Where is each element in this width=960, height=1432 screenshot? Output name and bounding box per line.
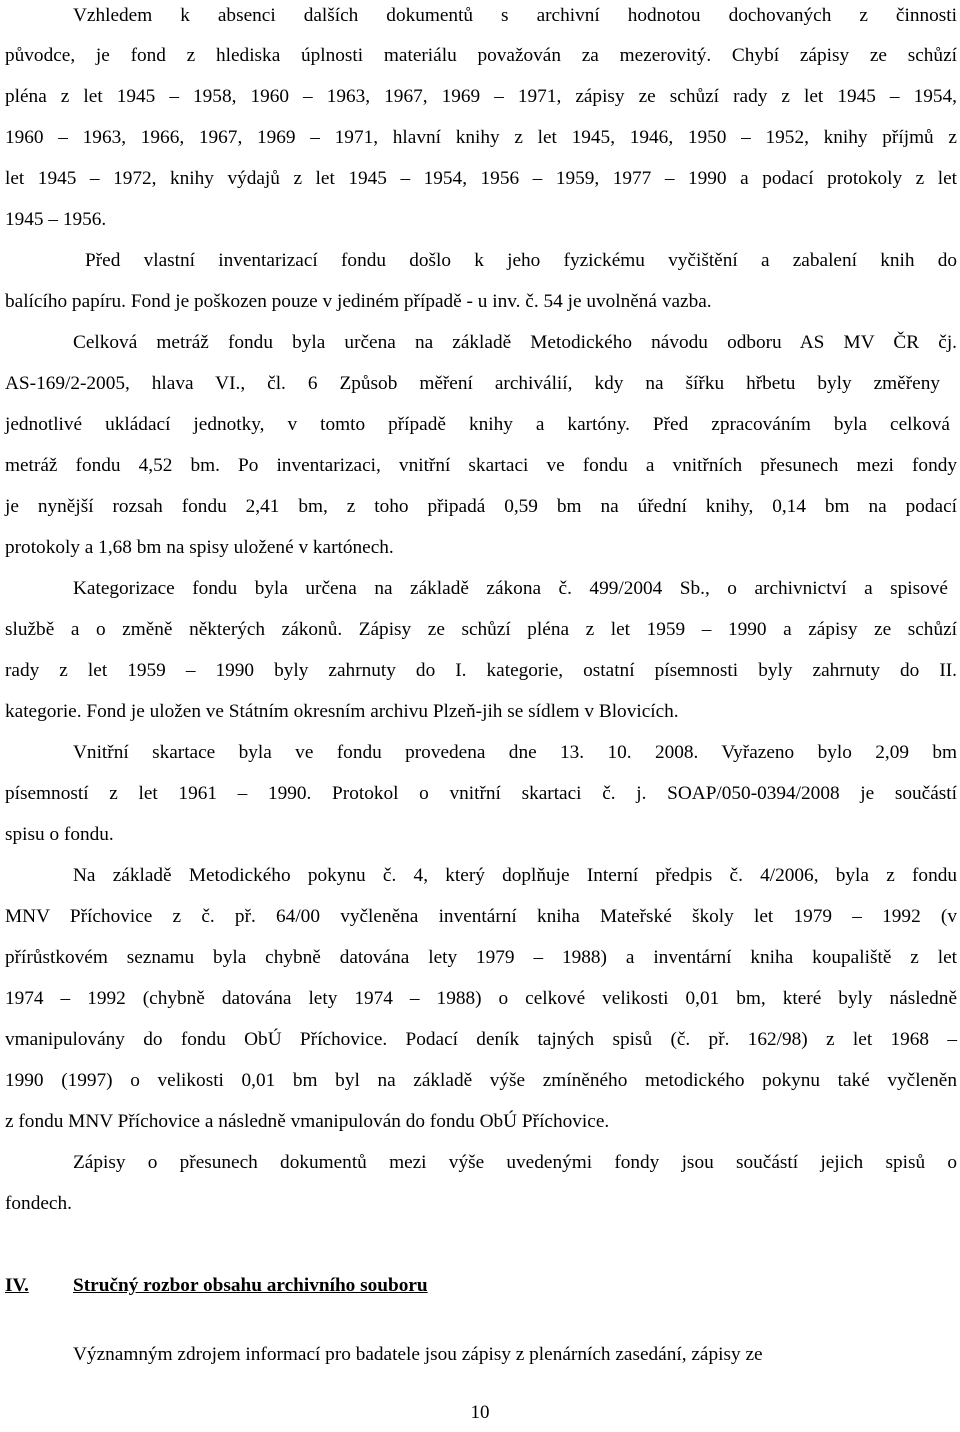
text-line: Na základě Metodického pokynu č. 4, který doplňuje Interní předpis č. 4/2006, byla z fondu xyxy=(73,865,957,886)
text-line: kategorie. Fond je uložen ve Státním okresním archivu Plzeň-jih se sídlem v Blovicích. xyxy=(5,701,679,722)
text-line: AS-169/2-2005, hlava VI., čl. 6 Způsob měření archiválií, kdy na šířku hřbetu byly změřeny xyxy=(5,373,940,394)
text-line: je nynější rozsah fondu 2,41 bm, z toho připadá 0,59 bm na úřední knihy, 0,14 bm na podací xyxy=(5,496,957,517)
text-line: Významným zdrojem informací pro badatele jsou zápisy z plenárních zasedání, zápisy ze xyxy=(73,1344,763,1365)
text-line: z fondu MNV Příchovice a následně vmanipulován do fondu ObÚ Příchovice. xyxy=(5,1111,610,1132)
text-line: let 1945 – 1972, knihy výdajů z let 1945 – 1954, 1956 – 1959, 1977 – 1990 a podací protokoly z let xyxy=(5,168,957,189)
text-line: Celková metráž fondu byla určena na základě Metodického návodu odboru AS MV ČR čj. xyxy=(73,332,957,353)
text-line: 1990 (1997) o velikosti 0,01 bm byl na základě výše zmíněného metodického pokynu také vyčleněn xyxy=(5,1070,957,1091)
text-line: pléna z let 1945 – 1958, 1960 – 1963, 1967, 1969 – 1971, zápisy ze schůzí rady z let 1945 – 1954, xyxy=(5,86,957,107)
page-number: 10 xyxy=(470,1402,490,1423)
text-line: Zápisy o přesunech dokumentů mezi výše uvedenými fondy jsou součástí jejich spisů o xyxy=(73,1152,957,1173)
text-line: 1974 – 1992 (chybně datována lety 1974 – 1988) o celkové velikosti 0,01 bm, které byly následně xyxy=(5,988,957,1009)
text-line: 1960 – 1963, 1966, 1967, 1969 – 1971, hlavní knihy z let 1945, 1946, 1950 – 1952, knihy příjmů z xyxy=(5,127,957,148)
text-line: přírůstkovém seznamu byla chybně datována lety 1979 – 1988) a inventární kniha koupaliště z let xyxy=(5,947,957,968)
text-line: rady z let 1959 – 1990 byly zahrnuty do I. kategorie, ostatní písemnosti byly zahrnuty do II. xyxy=(5,660,957,681)
text-line: balícího papíru. Fond je poškozen pouze v jediném případě - u inv. č. 54 je uvolněná vazba. xyxy=(5,291,712,312)
text-line: fondech. xyxy=(5,1193,72,1214)
text-line: 1945 – 1956. xyxy=(5,209,107,230)
section-heading xyxy=(5,1265,428,1306)
section-title: Stručný rozbor obsahu archivního souboru xyxy=(73,1275,428,1296)
text-line: Před vlastní inventarizací fondu došlo k jeho fyzickému vyčištění a zabalení knih do xyxy=(85,250,957,271)
text-line: písemností z let 1961 – 1990. Protokol o vnitřní skartaci č. j. SOAP/050-0394/2008 je součástí xyxy=(5,783,957,804)
text-line: Vnitřní skartace byla ve fondu provedena dne 13. 10. 2008. Vyřazeno bylo 2,09 bm xyxy=(73,742,957,763)
text-line: spisu o fondu. xyxy=(5,824,114,845)
text-line: MNV Příchovice z č. př. 64/00 vyčleněna inventární kniha Mateřské školy let 1979 – 1992 (v xyxy=(5,906,957,927)
text-line: metráž fondu 4,52 bm. Po inventarizaci, vnitřní skartaci ve fondu a vnitřních přesunech mezi fondy xyxy=(5,455,957,476)
section-number: IV. xyxy=(5,1275,29,1296)
text-line: protokoly a 1,68 bm na spisy uložené v kartónech. xyxy=(5,537,394,558)
text-line: původce, je fond z hlediska úplnosti materiálu považován za mezerovitý. Chybí zápisy ze schůzí xyxy=(5,45,957,66)
text-line: vmanipulovány do fondu ObÚ Příchovice. Podací deník tajných spisů (č. př. 162/98) z let 1968 – xyxy=(5,1029,957,1050)
text-line: jednotlivé ukládací jednotky, v tomto případě knihy a kartóny. Před zpracováním byla celková xyxy=(5,414,950,435)
text-line: službě a o změně některých zákonů. Zápisy ze schůzí pléna z let 1959 – 1990 a zápisy ze schůzí xyxy=(5,619,957,640)
text-line: Kategorizace fondu byla určena na základě zákona č. 499/2004 Sb., o archivnictví a spisové xyxy=(73,578,948,599)
text-line: Vzhledem k absenci dalších dokumentů s archivní hodnotou dochovaných z činnosti xyxy=(73,5,957,26)
